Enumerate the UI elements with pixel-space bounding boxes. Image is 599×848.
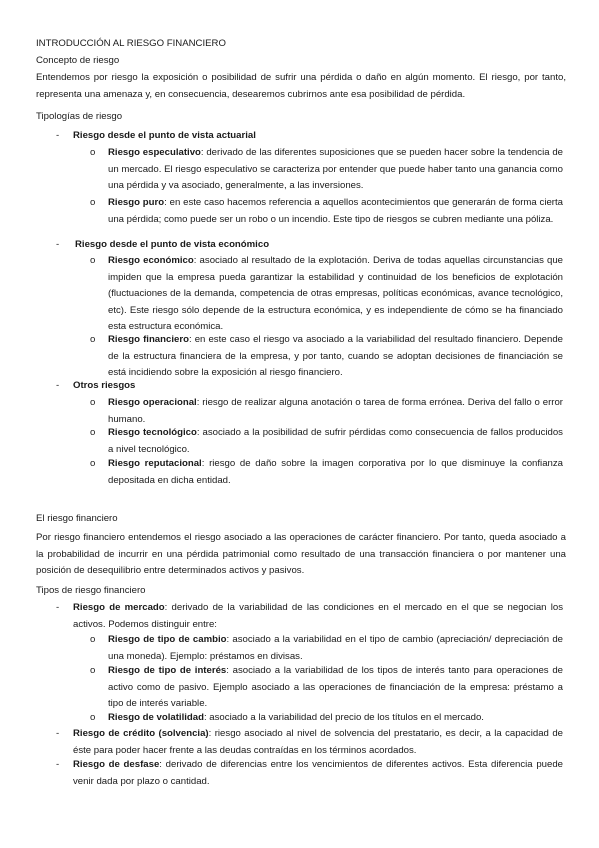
section-heading-financiero: El riesgo financiero — [36, 513, 118, 524]
document-title: INTRODUCCIÓN AL RIESGO FINANCIERO — [36, 38, 226, 49]
list-item: Riesgo económico: asociado al resultado de la explotación. Deriva de todas aquellas circunstancias que impiden que la empresa pueda garantizar la estabilidad y continuidad de los beneficios de explotación (fluctuaciones de la demanda, competencia de otras empresas, políticas económicas, avance tecnológico, etc). Este riesgo sólo depende de la estructura económica, y es independiente de cómo se ha financiado esta estructura económica. — [108, 255, 563, 332]
list-item: Riesgo reputacional: riesgo de daño sobre la imagen corporativa por lo que disminuye la confianza depositada en dicha entidad. — [108, 458, 563, 486]
paragraph-concepto: Entendemos por riesgo la exposición o posibilidad de sufrir una pérdida o daño en algún momento. El riesgo, por tanto, representa una amenaza y, en consecuencia, desearemos cubrirnos ante esa posibilidad de pérdida. — [36, 72, 566, 100]
list-item: Riesgo tecnológico: asociado a la posibilidad de sufrir pérdidas como consecuencia de fallos producidos a nivel tecnológico. — [108, 427, 563, 455]
circle-bullet: o — [90, 665, 96, 676]
circle-bullet: o — [90, 397, 96, 408]
circle-bullet: o — [90, 458, 96, 469]
list-item: Riesgo de mercado: derivado de la variabilidad de las condiciones en el mercado en el que se negocian los activos. Podemos distinguir entre: — [73, 602, 563, 630]
circle-bullet: o — [90, 334, 96, 345]
list-item-label: Otros riesgos — [73, 380, 136, 391]
section-heading-tipologias: Tipologías de riesgo — [36, 111, 123, 122]
circle-bullet: o — [90, 634, 96, 645]
dash-bullet: - — [56, 759, 60, 770]
list-item: Riesgo operacional: riesgo de realizar alguna anotación o tarea de forma errónea. Deriva del fallo o error humano. — [108, 397, 564, 425]
dash-bullet: - — [56, 380, 60, 391]
list-item: Riesgo financiero: en este caso el riesgo va asociado a la variabilidad del resultado financiero. Depende de la estructura financiera de la empresa, y por tanto, cuando se adoptan decisiones de financiación se está incidiendo sobre la exposición al riesgo financiero. — [108, 334, 563, 378]
circle-bullet: o — [90, 712, 96, 723]
list-item: Riesgo especulativo: derivado de las diferentes suposiciones que se pueden hacer sobre la tendencia de un mercado. El riesgo especulativo se caracteriza por entender que puede haber tanto una ganancia como una pérdida y va asociado, generalmente, a las inversiones. — [108, 147, 563, 191]
list-item: Riesgo de desfase: derivado de diferencias entre los vencimientos de diferentes activos. Esta diferencia puede venir dada por plazo o cantidad. — [73, 759, 564, 787]
list-item: Riesgo de tipo de cambio: asociado a la variabilidad en el tipo de cambio (apreciación/ depreciación de una moneda). Ejemplo: préstamos en divisas. — [108, 634, 563, 662]
list-item: Riesgo de tipo de interés: asociado a la variabilidad de los tipos de interés tanto para operaciones de activo como de pasivo. Ejemplo asociado a las operaciones de financiación de la empresa: préstamo a tipo de interés variable. — [108, 665, 563, 709]
circle-bullet: o — [90, 255, 96, 266]
list-item-label: Riesgo desde el punto de vista económico — [75, 239, 270, 250]
list-item: Riesgo de volatilidad: asociado a la variabilidad del precio de los títulos en el mercado. — [108, 712, 484, 723]
dash-bullet: - — [56, 239, 60, 250]
dash-bullet: - — [56, 602, 60, 613]
list-item: Riesgo de crédito (solvencia): riesgo asociado al nivel de solvencia del prestatario, es decir, a la capacidad de éste para poder hacer frente a las deudas contraídas en los términos acordados. — [73, 728, 563, 756]
paragraph-financiero: Por riesgo financiero entendemos el riesgo asociado a las operaciones de carácter financiero. Por tanto, queda asociado a la probabilidad de incurrir en una pérdida patrimonial como resultado de una transacción financiera o por mantener una posición de desequilibrio entre determinados activos y pasivos. — [36, 532, 566, 576]
circle-bullet: o — [90, 197, 96, 208]
list-item-label: Riesgo desde el punto de vista actuarial — [73, 130, 256, 141]
circle-bullet: o — [90, 427, 96, 438]
section-heading-concepto: Concepto de riesgo — [36, 55, 120, 66]
section-heading-tipos: Tipos de riesgo financiero — [36, 585, 146, 596]
dash-bullet: - — [56, 728, 60, 739]
list-item: Riesgo puro: en este caso hacemos referencia a aquellos acontecimientos que generarán de forma cierta una pérdida; como puede ser un robo o un incendio. Este tipo de riesgos se cubren mediante una póliza. — [108, 197, 564, 225]
dash-bullet: - — [56, 130, 60, 141]
circle-bullet: o — [90, 147, 96, 158]
